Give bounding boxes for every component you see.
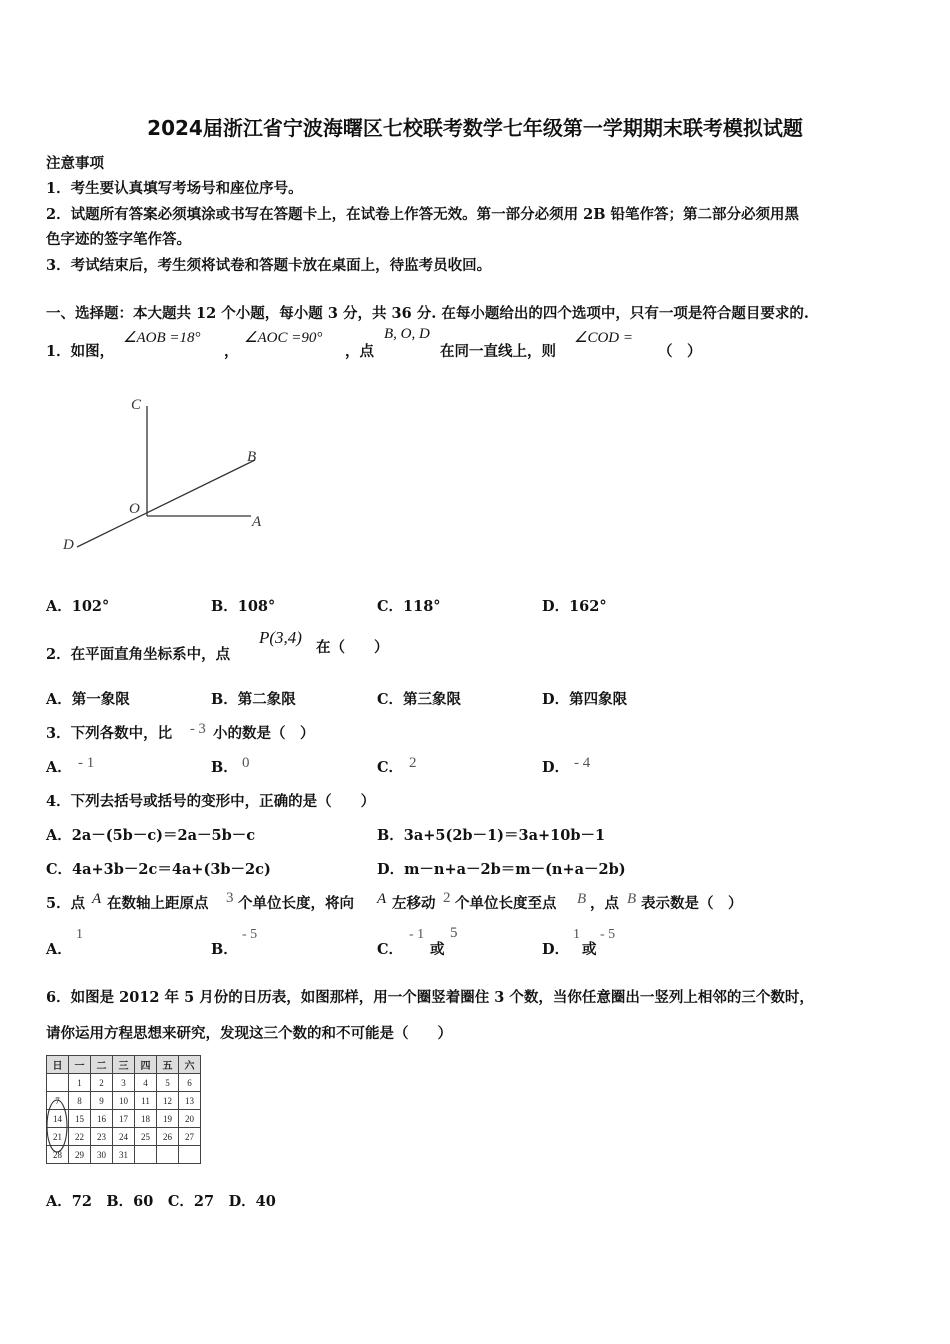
- q5-point-b-2: B: [627, 891, 637, 907]
- weekday-header: 六: [179, 1056, 201, 1074]
- q5-option-a-value: 1: [76, 927, 83, 942]
- calendar-cell: 28: [47, 1146, 69, 1164]
- calendar-cell: 7: [47, 1092, 69, 1110]
- q1-sep-1: ，: [224, 343, 239, 360]
- calendar-cell: 15: [69, 1110, 91, 1128]
- q2-option-b: B．第二象限: [211, 691, 296, 708]
- q5-option-c-label: C．: [377, 941, 404, 958]
- notice-item-2-cont: 色字迹的签字笔作答。: [46, 231, 191, 248]
- calendar-cell: 25: [135, 1128, 157, 1146]
- page-title: 2024届浙江省宁波海曙区七校联考数学七年级第一学期期末联考模拟试题: [147, 116, 803, 140]
- label-o: O: [129, 501, 140, 517]
- calendar-cell: 1: [69, 1074, 91, 1092]
- q2-prefix: 2．在平面直角坐标系中，点: [46, 646, 231, 663]
- q5-point-a-2: A: [377, 891, 387, 907]
- label-d: D: [63, 537, 74, 553]
- calendar-cell: 14: [47, 1110, 69, 1128]
- q3-option-b-label: B．: [211, 759, 238, 776]
- q4-option-c: C．4a+3b－2c＝4a+(3b－2c): [46, 861, 271, 878]
- calendar-cell: 31: [113, 1146, 135, 1164]
- q1-sep-2: ，点: [345, 343, 374, 360]
- calendar-cell: 24: [113, 1128, 135, 1146]
- q1-math-points: B, O, D: [384, 326, 430, 342]
- calendar-cell: 30: [91, 1146, 113, 1164]
- weekday-header: 五: [157, 1056, 179, 1074]
- weekday-header: 三: [113, 1056, 135, 1074]
- calendar-cell: 20: [179, 1110, 201, 1128]
- q5-part-3: 个单位长度，将向: [238, 895, 354, 912]
- q3-suffix: 小的数是（ ）: [213, 725, 315, 742]
- q3-option-d-value: - 4: [574, 755, 591, 771]
- weekday-header: 四: [135, 1056, 157, 1074]
- q5-option-d-value-1: 1: [573, 927, 580, 942]
- label-a: A: [252, 514, 262, 530]
- q5-part-2: 在数轴上距原点: [107, 895, 209, 912]
- calendar-cell: 26: [157, 1128, 179, 1146]
- notice-item-1: 1．考生要认真填写考场号和座位序号。: [46, 180, 303, 197]
- q5-point-b-1: B: [577, 891, 587, 907]
- q5-option-d-or: 或: [582, 941, 597, 958]
- q5-part-6: ，点: [590, 895, 619, 912]
- q3-option-a-value: - 1: [78, 755, 95, 771]
- q6-options: A．72 B．60 C．27 D．40: [46, 1193, 276, 1210]
- q1-option-d: D．162°: [542, 598, 607, 615]
- calendar-cell: 27: [179, 1128, 201, 1146]
- notice-item-2: 2．试题所有答案必须填涂或书写在答题卡上，在试卷上作答无效。第一部分必须用 2B 铅笔作答；第二部分必须用黑: [46, 206, 800, 223]
- calendar-cell: 29: [69, 1146, 91, 1164]
- q5-option-d-value-2: - 5: [600, 927, 616, 942]
- q3-option-d-label: D．: [542, 759, 570, 776]
- calendar-cell: 11: [135, 1092, 157, 1110]
- q2-option-c: C．第三象限: [377, 691, 462, 708]
- calendar-row: [47, 1074, 201, 1092]
- q1-option-a: A．102°: [46, 598, 110, 615]
- weekday-header: 一: [69, 1056, 91, 1074]
- calendar-cell: 22: [69, 1128, 91, 1146]
- q6-stem-line-2: 请你运用方程思想来研究，发现这三个数的和不可能是（ ）: [46, 1025, 452, 1042]
- q5-option-b-value: - 5: [242, 927, 258, 942]
- q2-math-point: P(3,4): [259, 628, 302, 647]
- q4-option-b: B．3a+5(2b－1)＝3a+10b－1: [377, 827, 606, 844]
- q1-math-aob: ∠AOB =18°: [123, 330, 201, 346]
- section-1-heading: 一、选择题：本大题共 12 个小题，每小题 3 分，共 36 分. 在每小题给出的四个选项中，只有一项是符合题目要求的.: [46, 305, 809, 322]
- label-c: C: [131, 397, 142, 413]
- calendar-circle-marker: [44, 1097, 72, 1155]
- calendar-cell: 19: [157, 1110, 179, 1128]
- q3-option-c-value: 2: [409, 755, 417, 771]
- q1-angle-figure: [55, 390, 285, 560]
- calendar-cell: 6: [179, 1074, 201, 1092]
- weekday-header: 日: [47, 1056, 69, 1074]
- notice-item-3: 3．考试结束后，考生须将试卷和答题卡放在桌面上，待监考员收回。: [46, 257, 492, 274]
- calendar-cell: 5: [157, 1074, 179, 1092]
- line-db: [77, 460, 255, 547]
- q3-math: - 3: [190, 721, 206, 737]
- calendar-header-row: [47, 1056, 201, 1074]
- calendar-cell: 17: [113, 1110, 135, 1128]
- q1-prefix: 1．如图，: [46, 343, 115, 360]
- label-b: B: [247, 449, 257, 465]
- q3-prefix: 3．下列各数中，比: [46, 725, 173, 742]
- q2-suffix: 在（ ）: [316, 639, 389, 656]
- q2-option-a: A．第一象限: [46, 691, 130, 708]
- q6-stem-line-1: 6．如图是 2012 年 5 月份的日历表，如图那样，用一个圈竖着圈住 3 个数，当你任意圈出一竖列上相邻的三个数时，: [46, 989, 814, 1006]
- q1-suffix: （ ）: [658, 343, 702, 360]
- q5-option-d-label: D．: [542, 941, 570, 958]
- q5-point-a-1: A: [92, 891, 102, 907]
- q5-option-c-value-1: - 1: [409, 927, 425, 942]
- calendar-cell: 12: [157, 1092, 179, 1110]
- calendar-cell: 9: [91, 1092, 113, 1110]
- calendar-cell: 21: [47, 1128, 69, 1146]
- q4-option-d: D．m－n+a－2b＝m－(n+a－2b): [377, 861, 626, 878]
- q5-part-7: 表示数是（ ）: [641, 895, 743, 912]
- q3-option-a-label: A．: [46, 759, 72, 776]
- q5-num-2: 2: [443, 890, 451, 906]
- calendar-cell: [47, 1074, 69, 1092]
- calendar-cell: [135, 1146, 157, 1164]
- q1-math-aoc: ∠AOC =90°: [244, 330, 323, 346]
- q1-option-c: C．118°: [377, 598, 441, 615]
- calendar-cell: 8: [69, 1092, 91, 1110]
- calendar-cell: 2: [91, 1074, 113, 1092]
- calendar-cell: 23: [91, 1128, 113, 1146]
- weekday-header: 二: [91, 1056, 113, 1074]
- q1-mid: 在同一直线上，则: [440, 343, 556, 360]
- calendar-cell: 13: [179, 1092, 201, 1110]
- q5-part-4: 左移动: [392, 895, 436, 912]
- q5-num-3: 3: [226, 890, 234, 906]
- calendar-cell: 3: [113, 1074, 135, 1092]
- calendar-cell: [157, 1146, 179, 1164]
- q5-part-1: 5．点: [46, 895, 86, 912]
- calendar-cell: 10: [113, 1092, 135, 1110]
- q3-option-b-value: 0: [242, 755, 250, 771]
- q3-option-c-label: C．: [377, 759, 404, 776]
- calendar-cell: [179, 1146, 201, 1164]
- q5-option-a-label: A．: [46, 941, 72, 958]
- q5-option-b-label: B．: [211, 941, 238, 958]
- q5-part-5: 个单位长度至点: [455, 895, 557, 912]
- q5-option-c-or: 或: [430, 941, 445, 958]
- calendar-cell: 4: [135, 1074, 157, 1092]
- calendar-cell: 16: [91, 1110, 113, 1128]
- q1-option-b: B．108°: [211, 598, 276, 615]
- column-circle: [47, 1100, 67, 1152]
- q2-option-d: D．第四象限: [542, 691, 628, 708]
- q4-option-a: A．2a－(5b－c)＝2a－5b－c: [46, 827, 256, 844]
- notice-heading: 注意事项: [46, 155, 104, 172]
- q5-option-c-value-2: 5: [450, 925, 458, 941]
- q4-stem: 4．下列去括号或括号的变形中，正确的是（ ）: [46, 793, 376, 810]
- calendar-cell: 18: [135, 1110, 157, 1128]
- q1-math-cod: ∠COD =: [574, 330, 633, 346]
